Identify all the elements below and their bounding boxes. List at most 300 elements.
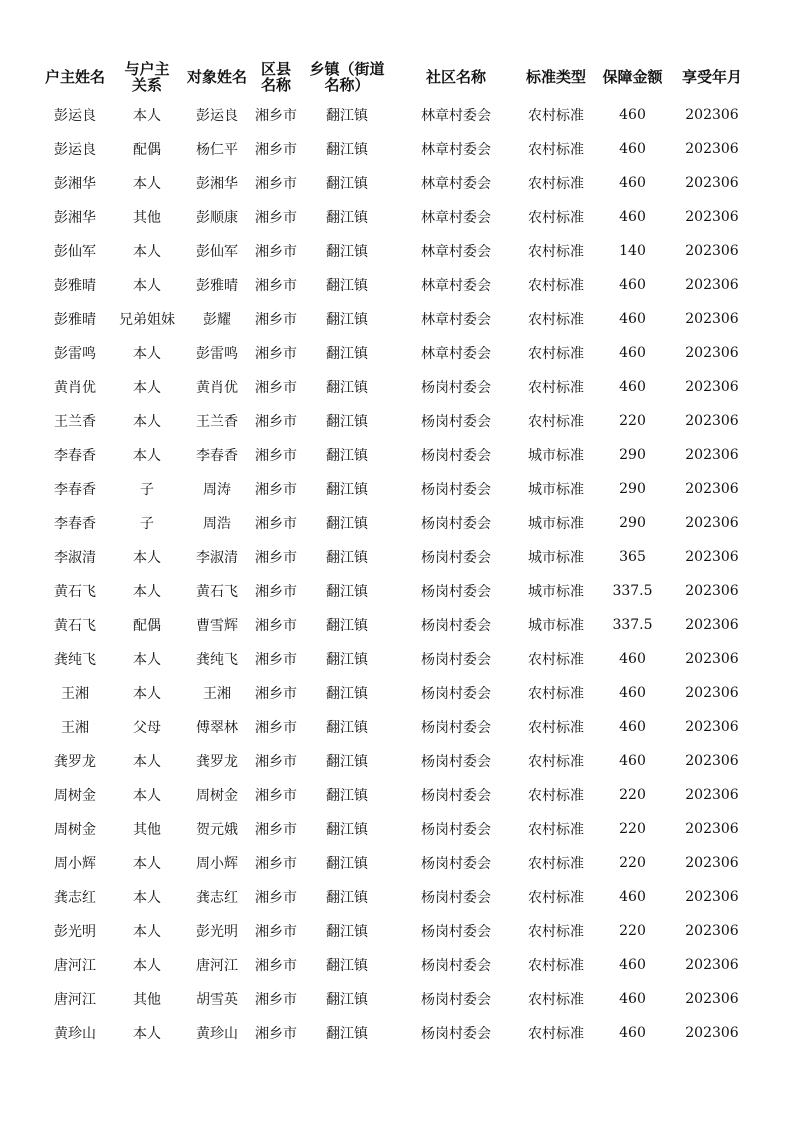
cell-township: 翻江镇 — [326, 788, 368, 804]
cell-recipient-name: 彭运良 — [196, 108, 238, 124]
table-row — [38, 914, 753, 948]
cell-standard-type: 农村标准 — [528, 1026, 584, 1042]
cell-standard-type: 农村标准 — [528, 244, 584, 260]
cell-household-head-name: 彭雅晴 — [54, 278, 96, 294]
cell-relation: 其他 — [133, 822, 161, 838]
cell-recipient-name: 彭雷鸣 — [196, 346, 238, 362]
cell-township: 翻江镇 — [326, 210, 368, 226]
cell-community: 林章村委会 — [421, 278, 491, 294]
header-relation-to-head — [112, 56, 182, 98]
cell-amount: 460 — [619, 651, 646, 667]
cell-period: 202306 — [685, 311, 739, 327]
table-row — [38, 98, 753, 132]
cell-amount: 460 — [619, 685, 646, 701]
cell-township: 翻江镇 — [326, 312, 368, 328]
cell-standard-type: 农村标准 — [528, 890, 584, 906]
cell-recipient-name: 杨仁平 — [196, 142, 238, 158]
cell-recipient-name: 王湘 — [203, 686, 231, 702]
cell-community: 林章村委会 — [421, 210, 491, 226]
cell-period: 202306 — [685, 447, 739, 463]
cell-township: 翻江镇 — [326, 414, 368, 430]
cell-household-head-name: 唐河江 — [54, 958, 96, 974]
cell-amount: 140 — [619, 243, 646, 259]
header-label-line: 名称） — [324, 76, 370, 94]
cell-amount: 220 — [619, 923, 646, 939]
cell-township: 翻江镇 — [326, 516, 368, 532]
cell-amount: 460 — [619, 175, 646, 191]
cell-household-head-name: 彭湘华 — [54, 176, 96, 192]
cell-recipient-name: 龚纯飞 — [196, 652, 238, 668]
table-row — [38, 710, 753, 744]
header-label-line: 对象姓名 — [186, 68, 247, 86]
cell-community: 杨岗村委会 — [421, 618, 491, 634]
cell-relation: 本人 — [133, 856, 161, 872]
cell-period: 202306 — [685, 957, 739, 973]
cell-relation: 本人 — [133, 686, 161, 702]
cell-period: 202306 — [685, 345, 739, 361]
cell-relation: 本人 — [133, 244, 161, 260]
table-row — [38, 438, 753, 472]
header-amount — [594, 56, 671, 98]
cell-relation: 本人 — [133, 652, 161, 668]
table-row — [38, 676, 753, 710]
table-row — [38, 404, 753, 438]
cell-recipient-name: 周小辉 — [196, 856, 238, 872]
cell-period: 202306 — [685, 277, 739, 293]
cell-period: 202306 — [685, 209, 739, 225]
cell-recipient-name: 彭湘华 — [196, 176, 238, 192]
cell-household-head-name: 周树金 — [54, 788, 96, 804]
cell-county: 湘乡市 — [255, 380, 297, 396]
cell-period: 202306 — [685, 141, 739, 157]
cell-county: 湘乡市 — [255, 346, 297, 362]
cell-period: 202306 — [685, 617, 739, 633]
cell-period: 202306 — [685, 175, 739, 191]
cell-township: 翻江镇 — [326, 108, 368, 124]
cell-township: 翻江镇 — [326, 754, 368, 770]
table-row — [38, 268, 753, 302]
cell-recipient-name: 王兰香 — [196, 414, 238, 430]
cell-standard-type: 城市标准 — [528, 516, 584, 532]
cell-household-head-name: 彭光明 — [54, 924, 96, 940]
cell-household-head-name: 龚志红 — [54, 890, 96, 906]
cell-township: 翻江镇 — [326, 380, 368, 396]
cell-community: 杨岗村委会 — [421, 992, 491, 1008]
table-row — [38, 370, 753, 404]
cell-county: 湘乡市 — [255, 516, 297, 532]
cell-recipient-name: 曹雪辉 — [196, 618, 238, 634]
header-row — [38, 56, 753, 98]
cell-period: 202306 — [685, 889, 739, 905]
cell-recipient-name: 周涛 — [203, 482, 231, 498]
cell-household-head-name: 黄肖优 — [54, 380, 96, 396]
cell-county: 湘乡市 — [255, 142, 297, 158]
cell-amount: 460 — [619, 209, 646, 225]
cell-township: 翻江镇 — [326, 1026, 368, 1042]
cell-standard-type: 城市标准 — [528, 482, 584, 498]
table-row — [38, 642, 753, 676]
cell-recipient-name: 周浩 — [203, 516, 231, 532]
cell-period: 202306 — [685, 481, 739, 497]
cell-recipient-name: 李淑清 — [196, 550, 238, 566]
table-row — [38, 744, 753, 778]
cell-household-head-name: 王湘 — [61, 686, 89, 702]
cell-county: 湘乡市 — [255, 958, 297, 974]
cell-household-head-name: 周小辉 — [54, 856, 96, 872]
cell-community: 杨岗村委会 — [421, 686, 491, 702]
cell-amount: 460 — [619, 991, 646, 1007]
cell-township: 翻江镇 — [326, 822, 368, 838]
cell-community: 杨岗村委会 — [421, 516, 491, 532]
table-row — [38, 472, 753, 506]
cell-township: 翻江镇 — [326, 142, 368, 158]
cell-household-head-name: 李淑清 — [54, 550, 96, 566]
cell-relation: 本人 — [133, 924, 161, 940]
cell-household-head-name: 唐河江 — [54, 992, 96, 1008]
cell-period: 202306 — [685, 515, 739, 531]
cell-period: 202306 — [685, 821, 739, 837]
table-row — [38, 982, 753, 1016]
cell-relation: 本人 — [133, 754, 161, 770]
header-label-line: 标准类型 — [525, 68, 586, 86]
cell-relation: 本人 — [133, 890, 161, 906]
cell-relation: 本人 — [133, 414, 161, 430]
cell-standard-type: 农村标准 — [528, 108, 584, 124]
cell-recipient-name: 傅翠林 — [196, 720, 238, 736]
cell-period: 202306 — [685, 583, 739, 599]
table-row — [38, 812, 753, 846]
cell-recipient-name: 李春香 — [196, 448, 238, 464]
cell-household-head-name: 彭雷鸣 — [54, 346, 96, 362]
cell-standard-type: 农村标准 — [528, 856, 584, 872]
cell-household-head-name: 周树金 — [54, 822, 96, 838]
cell-county: 湘乡市 — [255, 788, 297, 804]
cell-community: 林章村委会 — [421, 176, 491, 192]
cell-household-head-name: 彭运良 — [54, 108, 96, 124]
cell-standard-type: 农村标准 — [528, 958, 584, 974]
cell-amount: 460 — [619, 753, 646, 769]
cell-relation: 子 — [140, 482, 154, 498]
cell-township: 翻江镇 — [326, 550, 368, 566]
cell-county: 湘乡市 — [255, 244, 297, 260]
cell-amount: 220 — [619, 821, 646, 837]
cell-standard-type: 城市标准 — [528, 550, 584, 566]
header-standard-type — [518, 56, 594, 98]
cell-amount: 365 — [619, 549, 646, 565]
cell-community: 杨岗村委会 — [421, 856, 491, 872]
cell-township: 翻江镇 — [326, 346, 368, 362]
cell-period: 202306 — [685, 549, 739, 565]
cell-community: 杨岗村委会 — [421, 754, 491, 770]
cell-household-head-name: 王湘 — [61, 720, 89, 736]
cell-amount: 290 — [619, 447, 646, 463]
cell-standard-type: 农村标准 — [528, 686, 584, 702]
cell-amount: 220 — [619, 787, 646, 803]
cell-period: 202306 — [685, 379, 739, 395]
header-label-line: 名称 — [260, 76, 291, 94]
cell-period: 202306 — [685, 685, 739, 701]
header-county — [252, 56, 300, 98]
cell-township: 翻江镇 — [326, 652, 368, 668]
cell-community: 杨岗村委会 — [421, 1026, 491, 1042]
cell-household-head-name: 龚罗龙 — [54, 754, 96, 770]
cell-amount: 460 — [619, 277, 646, 293]
cell-period: 202306 — [685, 753, 739, 769]
table-row — [38, 336, 753, 370]
cell-township: 翻江镇 — [326, 244, 368, 260]
cell-relation: 子 — [140, 516, 154, 532]
cell-community: 杨岗村委会 — [421, 652, 491, 668]
cell-standard-type: 农村标准 — [528, 278, 584, 294]
cell-standard-type: 城市标准 — [528, 448, 584, 464]
cell-relation: 本人 — [133, 448, 161, 464]
cell-amount: 460 — [619, 379, 646, 395]
beneficiary-table — [38, 56, 753, 1050]
cell-relation: 兄弟姐妹 — [119, 312, 175, 328]
header-label-line: 区县 — [260, 60, 291, 78]
cell-household-head-name: 黄石飞 — [54, 584, 96, 600]
table-row — [38, 1016, 753, 1050]
cell-household-head-name: 王兰香 — [54, 414, 96, 430]
cell-standard-type: 农村标准 — [528, 754, 584, 770]
cell-community: 杨岗村委会 — [421, 720, 491, 736]
cell-relation: 本人 — [133, 176, 161, 192]
table-body — [38, 98, 753, 1050]
cell-township: 翻江镇 — [326, 856, 368, 872]
cell-amount: 337.5 — [612, 583, 653, 599]
cell-standard-type: 农村标准 — [528, 788, 584, 804]
header-label-line: 享受年月 — [681, 68, 742, 86]
cell-county: 湘乡市 — [255, 414, 297, 430]
cell-county: 湘乡市 — [255, 652, 297, 668]
cell-recipient-name: 贺元娥 — [196, 822, 238, 838]
cell-township: 翻江镇 — [326, 686, 368, 702]
cell-relation: 配偶 — [133, 618, 161, 634]
table-row — [38, 846, 753, 880]
table-row — [38, 540, 753, 574]
table-row — [38, 608, 753, 642]
cell-relation: 本人 — [133, 1026, 161, 1042]
cell-county: 湘乡市 — [255, 278, 297, 294]
cell-standard-type: 城市标准 — [528, 618, 584, 634]
cell-county: 湘乡市 — [255, 822, 297, 838]
cell-amount: 460 — [619, 107, 646, 123]
table-row — [38, 200, 753, 234]
cell-relation: 本人 — [133, 278, 161, 294]
cell-amount: 460 — [619, 719, 646, 735]
cell-recipient-name: 彭雅晴 — [196, 278, 238, 294]
cell-amount: 220 — [619, 413, 646, 429]
cell-period: 202306 — [685, 719, 739, 735]
cell-relation: 本人 — [133, 788, 161, 804]
cell-relation: 其他 — [133, 992, 161, 1008]
cell-recipient-name: 黄石飞 — [196, 584, 238, 600]
cell-community: 杨岗村委会 — [421, 822, 491, 838]
cell-county: 湘乡市 — [255, 720, 297, 736]
cell-standard-type: 农村标准 — [528, 210, 584, 226]
cell-household-head-name: 彭雅晴 — [54, 312, 96, 328]
cell-township: 翻江镇 — [326, 720, 368, 736]
cell-household-head-name: 黄珍山 — [54, 1026, 96, 1042]
header-household-head-name — [38, 56, 112, 98]
cell-community: 林章村委会 — [421, 142, 491, 158]
cell-relation: 本人 — [133, 346, 161, 362]
cell-standard-type: 农村标准 — [528, 380, 584, 396]
cell-standard-type: 农村标准 — [528, 176, 584, 192]
header-period — [671, 56, 753, 98]
cell-county: 湘乡市 — [255, 924, 297, 940]
cell-community: 林章村委会 — [421, 312, 491, 328]
cell-recipient-name: 唐河江 — [196, 958, 238, 974]
cell-standard-type: 农村标准 — [528, 720, 584, 736]
cell-county: 湘乡市 — [255, 754, 297, 770]
cell-recipient-name: 彭仙军 — [196, 244, 238, 260]
cell-period: 202306 — [685, 243, 739, 259]
cell-county: 湘乡市 — [255, 618, 297, 634]
cell-county: 湘乡市 — [255, 210, 297, 226]
cell-amount: 220 — [619, 855, 646, 871]
cell-township: 翻江镇 — [326, 992, 368, 1008]
cell-standard-type: 农村标准 — [528, 924, 584, 940]
cell-relation: 父母 — [133, 720, 161, 736]
cell-community: 杨岗村委会 — [421, 482, 491, 498]
header-community — [394, 56, 518, 98]
cell-recipient-name: 彭耀 — [203, 312, 231, 328]
header-township — [300, 56, 394, 98]
header-label-line: 户主姓名 — [44, 68, 105, 86]
cell-relation: 其他 — [133, 210, 161, 226]
table-row — [38, 166, 753, 200]
cell-relation: 本人 — [133, 108, 161, 124]
cell-standard-type: 农村标准 — [528, 312, 584, 328]
cell-relation: 本人 — [133, 550, 161, 566]
cell-recipient-name: 龚罗龙 — [196, 754, 238, 770]
table-row — [38, 302, 753, 336]
cell-amount: 460 — [619, 141, 646, 157]
cell-standard-type: 农村标准 — [528, 346, 584, 362]
cell-recipient-name: 黄珍山 — [196, 1026, 238, 1042]
cell-standard-type: 农村标准 — [528, 652, 584, 668]
cell-household-head-name: 李春香 — [54, 482, 96, 498]
cell-period: 202306 — [685, 787, 739, 803]
cell-relation: 配偶 — [133, 142, 161, 158]
table-row — [38, 880, 753, 914]
cell-amount: 460 — [619, 1025, 646, 1041]
cell-county: 湘乡市 — [255, 482, 297, 498]
table-row — [38, 778, 753, 812]
cell-community: 杨岗村委会 — [421, 890, 491, 906]
cell-amount: 290 — [619, 515, 646, 531]
cell-standard-type: 农村标准 — [528, 142, 584, 158]
cell-amount: 460 — [619, 957, 646, 973]
cell-community: 林章村委会 — [421, 346, 491, 362]
table-row — [38, 506, 753, 540]
header-label-line: 保障金额 — [602, 68, 663, 86]
cell-standard-type: 农村标准 — [528, 822, 584, 838]
cell-county: 湘乡市 — [255, 550, 297, 566]
cell-township: 翻江镇 — [326, 482, 368, 498]
cell-township: 翻江镇 — [326, 278, 368, 294]
cell-standard-type: 农村标准 — [528, 414, 584, 430]
cell-county: 湘乡市 — [255, 1026, 297, 1042]
cell-township: 翻江镇 — [326, 618, 368, 634]
header-label-line: 社区名称 — [425, 68, 486, 86]
cell-county: 湘乡市 — [255, 856, 297, 872]
cell-county: 湘乡市 — [255, 890, 297, 906]
cell-household-head-name: 李春香 — [54, 448, 96, 464]
table-row — [38, 948, 753, 982]
cell-community: 林章村委会 — [421, 108, 491, 124]
table-header — [38, 56, 753, 98]
header-label-line: 与户主 — [124, 60, 170, 78]
cell-community: 林章村委会 — [421, 244, 491, 260]
cell-county: 湘乡市 — [255, 686, 297, 702]
cell-standard-type: 农村标准 — [528, 992, 584, 1008]
cell-recipient-name: 龚志红 — [196, 890, 238, 906]
cell-household-head-name: 李春香 — [54, 516, 96, 532]
cell-township: 翻江镇 — [326, 958, 368, 974]
cell-amount: 460 — [619, 345, 646, 361]
cell-period: 202306 — [685, 107, 739, 123]
cell-relation: 本人 — [133, 584, 161, 600]
cell-period: 202306 — [685, 855, 739, 871]
cell-recipient-name: 彭光明 — [196, 924, 238, 940]
table-row — [38, 234, 753, 268]
cell-period: 202306 — [685, 923, 739, 939]
table-row — [38, 132, 753, 166]
cell-county: 湘乡市 — [255, 312, 297, 328]
document-page — [38, 56, 753, 1050]
header-label-line: 乡镇（街道 — [309, 60, 385, 78]
cell-county: 湘乡市 — [255, 176, 297, 192]
cell-period: 202306 — [685, 1025, 739, 1041]
cell-household-head-name: 彭仙军 — [54, 244, 96, 260]
cell-recipient-name: 黄肖优 — [196, 380, 238, 396]
cell-community: 杨岗村委会 — [421, 584, 491, 600]
cell-community: 杨岗村委会 — [421, 414, 491, 430]
cell-period: 202306 — [685, 413, 739, 429]
cell-period: 202306 — [685, 651, 739, 667]
cell-community: 杨岗村委会 — [421, 958, 491, 974]
cell-relation: 本人 — [133, 380, 161, 396]
cell-recipient-name: 周树金 — [196, 788, 238, 804]
cell-township: 翻江镇 — [326, 924, 368, 940]
cell-community: 杨岗村委会 — [421, 448, 491, 464]
cell-recipient-name: 彭顺康 — [196, 210, 238, 226]
cell-standard-type: 城市标准 — [528, 584, 584, 600]
cell-community: 杨岗村委会 — [421, 550, 491, 566]
cell-relation: 本人 — [133, 958, 161, 974]
cell-household-head-name: 龚纯飞 — [54, 652, 96, 668]
cell-amount: 290 — [619, 481, 646, 497]
cell-recipient-name: 胡雪英 — [196, 992, 238, 1008]
cell-community: 杨岗村委会 — [421, 380, 491, 396]
cell-township: 翻江镇 — [326, 176, 368, 192]
cell-township: 翻江镇 — [326, 584, 368, 600]
cell-county: 湘乡市 — [255, 448, 297, 464]
cell-household-head-name: 彭运良 — [54, 142, 96, 158]
cell-amount: 460 — [619, 311, 646, 327]
table-row — [38, 574, 753, 608]
cell-community: 杨岗村委会 — [421, 924, 491, 940]
header-recipient-name — [182, 56, 252, 98]
cell-township: 翻江镇 — [326, 448, 368, 464]
header-label-line: 关系 — [131, 76, 162, 94]
cell-amount: 460 — [619, 889, 646, 905]
cell-household-head-name: 黄石飞 — [54, 618, 96, 634]
cell-community: 杨岗村委会 — [421, 788, 491, 804]
cell-county: 湘乡市 — [255, 108, 297, 124]
